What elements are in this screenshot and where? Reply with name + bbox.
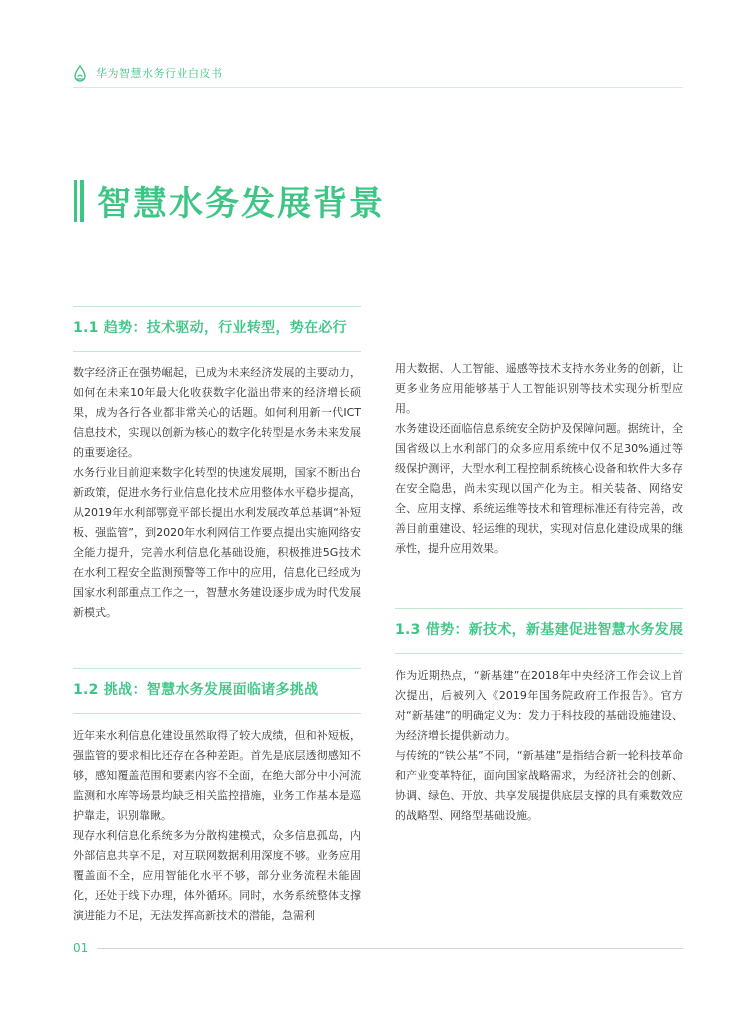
- header-divider: [73, 87, 683, 88]
- page-title: 智慧水务发展背景: [97, 184, 385, 224]
- running-header: [73, 63, 223, 83]
- paragraph: 近年来水利信息化建设虽然取得了较大成绩，但和补短板，强监管的要求相比还存在各种差距。首先是底层透彻感知不够，感知覆盖范围和要素内容不全面，在绝大部分中小河流监测和水库等场景均缺乏相关监控措施，业务工作基本是巡护靠走，识别靠瞅。: [73, 729, 361, 822]
- paragraph: 数字经济正在强势崛起，已成为未来经济发展的主要动力，如何在未来10年最大化收获数字化溢出带来的经济增长硕果，成为各行各业都非常关心的话题。如何利用新一代ICT信息技术，实现以创新为核心的数字化转型是水务未来发展的重要途径。: [73, 366, 361, 459]
- page-number: 01: [73, 941, 89, 955]
- paragraph: 水务建设还面临信息系统安全防护及保障问题。据统计，全国省级以上水利部门的众多应用系统中仅不足30%通过等级保护测评，大型水利工程控制系统核心设备和软件大多存在安全隐患，尚未实现以国产化为主。相关装备、网络安全、应用支撑、系统运维等技术和管理标准还有待完善，改善目前重建设、轻运维的现状，实现对信息化建设成果的继承性，提升应用效果。: [395, 422, 683, 555]
- paragraph: 水务行业目前迎来数字化转型的快速发展期，国家不断出台新政策，促进水务行业信息化技术应用整体水平稳步提高，从2019年水利部鄂竟平部长提出水利发展改革总基调“补短板、强监管”，到2020年水利网信工作要点提出实施网络安全能力提升，完善水利信息化基础设施，积极推进5G技术在水利工程安全监测预警等工作中的应用，信息化已经成为国家水利部重点工作之一，智慧水务建设逐步成为时代发展新模式。: [73, 466, 361, 619]
- section-title: 1.3 借势：新技术，新基建促进智慧水务发展: [395, 622, 684, 638]
- section-heading-1-3: [395, 608, 683, 654]
- section-title: 1.1 趋势：技术驱动，行业转型，势在必行: [73, 320, 347, 336]
- header-title: 华为智慧水务行业白皮书: [96, 67, 223, 80]
- right-column: [395, 359, 683, 559]
- page-title-block: [74, 176, 385, 225]
- left-column: [73, 306, 361, 623]
- section-title: 1.2 挑战：智慧水务发展面临诸多挑战: [73, 682, 319, 698]
- right-column-section-3: [395, 608, 683, 826]
- footer-divider: [97, 948, 683, 949]
- paragraph: 作为近期热点，“新基建”在2018年中央经济工作会议上首次提出，后被列入《2019年国务院政府工作报告》。官方对“新基建”的明确定义为：发力于科技段的基础设施建设、为经济增长提供新动力。: [395, 669, 683, 742]
- title-accent-bars: [74, 180, 87, 222]
- paragraph: 用大数据、人工智能、遥感等技术支持水务业务的创新，让更多业务应用能够基于人工智能识别等技术实现分析型应用。: [395, 362, 683, 415]
- section-heading-1-2: [73, 668, 361, 714]
- water-drop-logo-icon: [73, 65, 87, 82]
- paragraph: 与传统的“铁公基”不同，“新基建”是指结合新一轮科技革命和产业变革特征，面向国家战略需求，为经济社会的创新、协调、绿色、开放、共享发展提供底层支撑的具有乘数效应的战略型、网络型基础设施。: [395, 749, 683, 822]
- section-heading-1-1: [73, 306, 361, 352]
- paragraph: 现存水利信息化系统多为分散构建模式，众多信息孤岛，内外部信息共享不足，对互联网数据利用深度不够。业务应用覆盖面不全，应用智能化水平不够，部分业务流程未能固化，还处于线下办理，体外循环。同时，水务系统整体支撑演进能力不足，无法发挥高新技术的潜能，急需利: [73, 829, 361, 922]
- left-column-section-2: [73, 668, 361, 926]
